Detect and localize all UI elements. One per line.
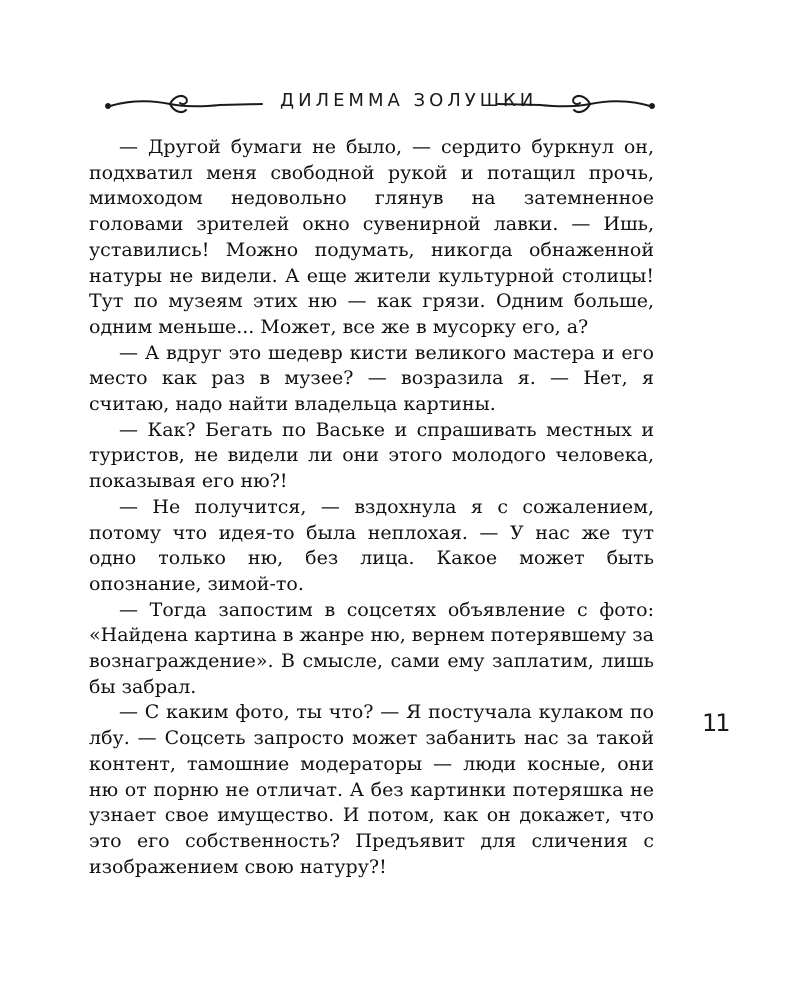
paragraph: — Другой бумаги не было, — сердито буркнул он, подхватил меня свободной рукой и потащил прочь, мимоходом недовольно глянув на затемненное головами зрителей окно сувенирной лавки. — Ишь, уставились! Можно подумать, никогда обнаженной натуры не видели. А еще жители культурной столицы! Тут по музеям этих ню — как грязи. Одним больше, одним меньше... Может, все же в мусорку его, а? bbox=[89, 136, 654, 338]
paragraph: — Не получится, — вздохнула я с сожалением, потому что идея-то была неплохая. — У нас же тут одно только ню, без лица. Какое может быть опознание, зимой-то. bbox=[89, 495, 654, 595]
paragraph: — С каким фото, ты что? — Я постучала кулаком по лбу. — Соцсеть запросто может забанить нас за такой контент, тамошние модераторы — люди косные, они ню от порню не отличат. А без картинки потеряшка не узнает свое имущество. И потом, как он докажет, что это его собственность? Предъявит для сличения с изображением свою натуру?! bbox=[89, 701, 654, 878]
running-title: ДИЛЕММА ЗОЛУШКИ bbox=[280, 90, 538, 111]
paragraph: — Как? Бегать по Ваське и спрашивать местных и туристов, не видели ли они этого молодого человека, показывая его ню?! bbox=[89, 418, 654, 493]
paragraph: — Тогда запостим в соцсетях объявление с фото: «Найдена картина в жанре ню, вернем потерявшему за вознаграждение». В смысле, сами ему заплатим, лишь бы забрал. bbox=[89, 598, 654, 698]
page-number: 11 bbox=[702, 709, 729, 737]
paragraph: — А вдруг это шедевр кисти великого мастера и его место как раз в музее? — возразила я. — Нет, я считаю, надо найти владельца картины. bbox=[89, 341, 654, 416]
body-text bbox=[89, 135, 654, 880]
running-header bbox=[90, 86, 670, 122]
